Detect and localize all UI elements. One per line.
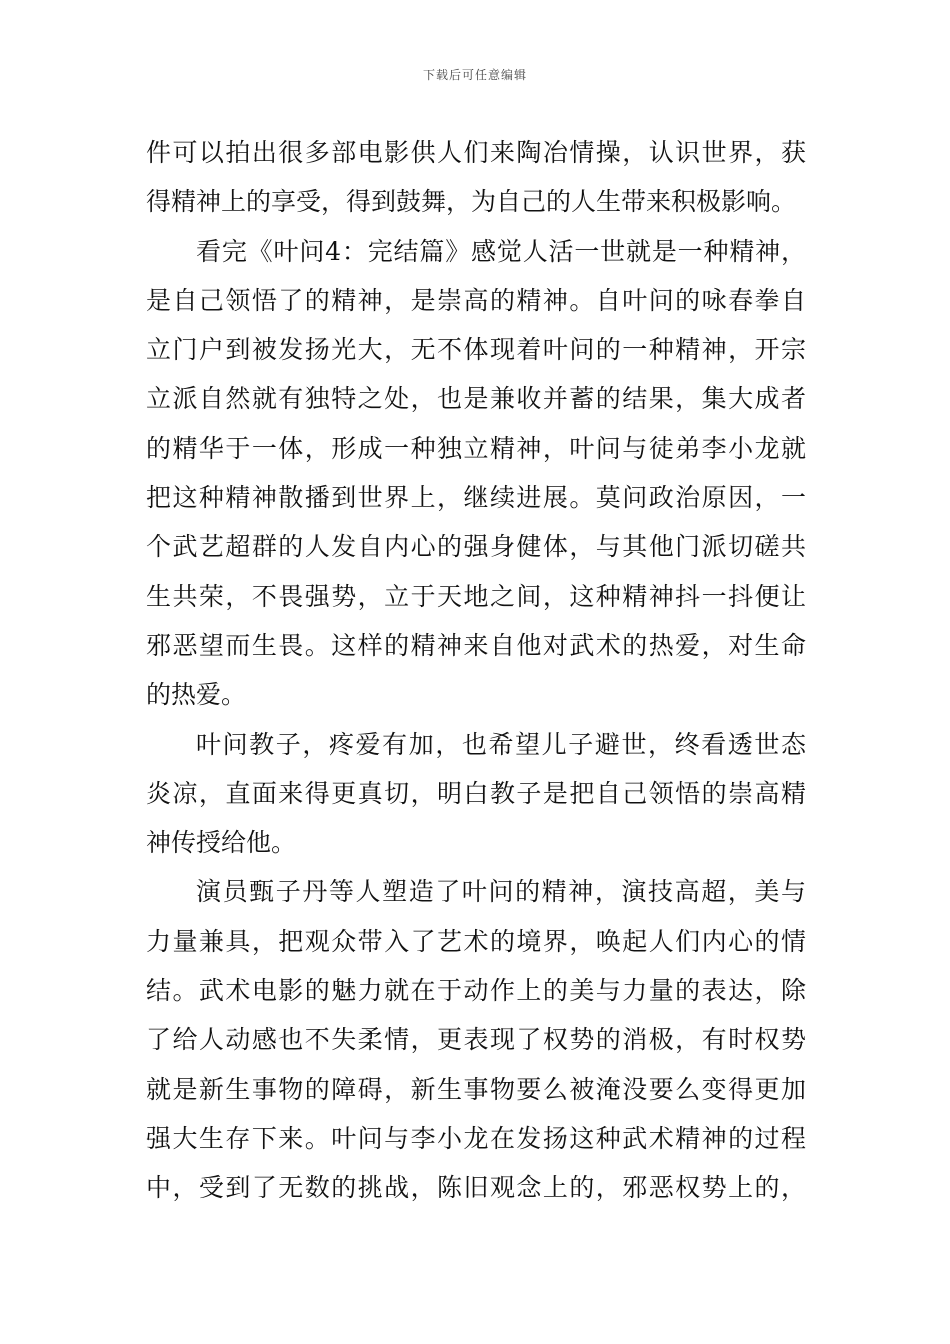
text-line: 件可以拍出很多部电影供人们来陶冶情操，认识世界，获	[146, 138, 806, 167]
text-line: 生共荣，不畏强势，立于天地之间，这种精神抖一抖便让	[146, 581, 806, 611]
text-line: 炎凉，直面来得更真切，明白教子是把自己领悟的崇高精	[146, 778, 806, 808]
text-line: 立派自然就有独特之处，也是兼收并蓄的结果，集大成者	[146, 384, 806, 414]
text-line: 强大生存下来。叶问与李小龙在发扬这种武术精神的过程	[146, 1123, 806, 1153]
text-line: 的精华于一体，形成一种独立精神，叶问与徒弟李小龙就	[146, 433, 806, 463]
text-line: 的热爱。	[146, 680, 247, 710]
text-line: 神传授给他。	[146, 828, 297, 858]
text-line: 得精神上的享受，得到鼓舞，为自己的人生带来积极影响。	[146, 187, 797, 217]
paragraph-start-line: 看完《叶问4：完结篇》感觉人活一世就是一种精神，	[196, 236, 806, 266]
text-line: 了给人动感也不失柔情，更表现了权势的消极，有时权势	[146, 1025, 806, 1055]
text-line: 是自己领悟了的精神，是崇高的精神。自叶问的咏春拳自	[146, 285, 806, 315]
page-header: 下载后可任意编辑	[422, 68, 527, 82]
body-text	[146, 128, 806, 1213]
paragraph-start-line: 演员甄子丹等人塑造了叶问的精神，演技高超，美与	[196, 877, 806, 907]
text-line: 结。武术电影的魅力就在于动作上的美与力量的表达，除	[146, 976, 806, 1006]
text-line: 邪恶望而生畏。这样的精神来自他对武术的热爱，对生命	[146, 630, 806, 660]
text-line: 就是新生事物的障碍，新生事物要么被淹没要么变得更加	[146, 1074, 806, 1104]
paragraph-start-line: 叶问教子，疼爱有加，也希望儿子避世，终看透世态	[196, 729, 806, 759]
text-line: 中，受到了无数的挑战，陈旧观念上的，邪恶权势上的，	[146, 1173, 806, 1203]
text-line: 立门户到被发扬光大，无不体现着叶问的一种精神，开宗	[146, 335, 806, 365]
text-line: 个武艺超群的人发自内心的强身健体，与其他门派切磋共	[146, 532, 806, 562]
text-line: 把这种精神散播到世界上，继续进展。莫问政治原因，一	[146, 483, 806, 513]
text-line: 力量兼具，把观众带入了艺术的境界，唤起人们内心的情	[146, 926, 806, 956]
